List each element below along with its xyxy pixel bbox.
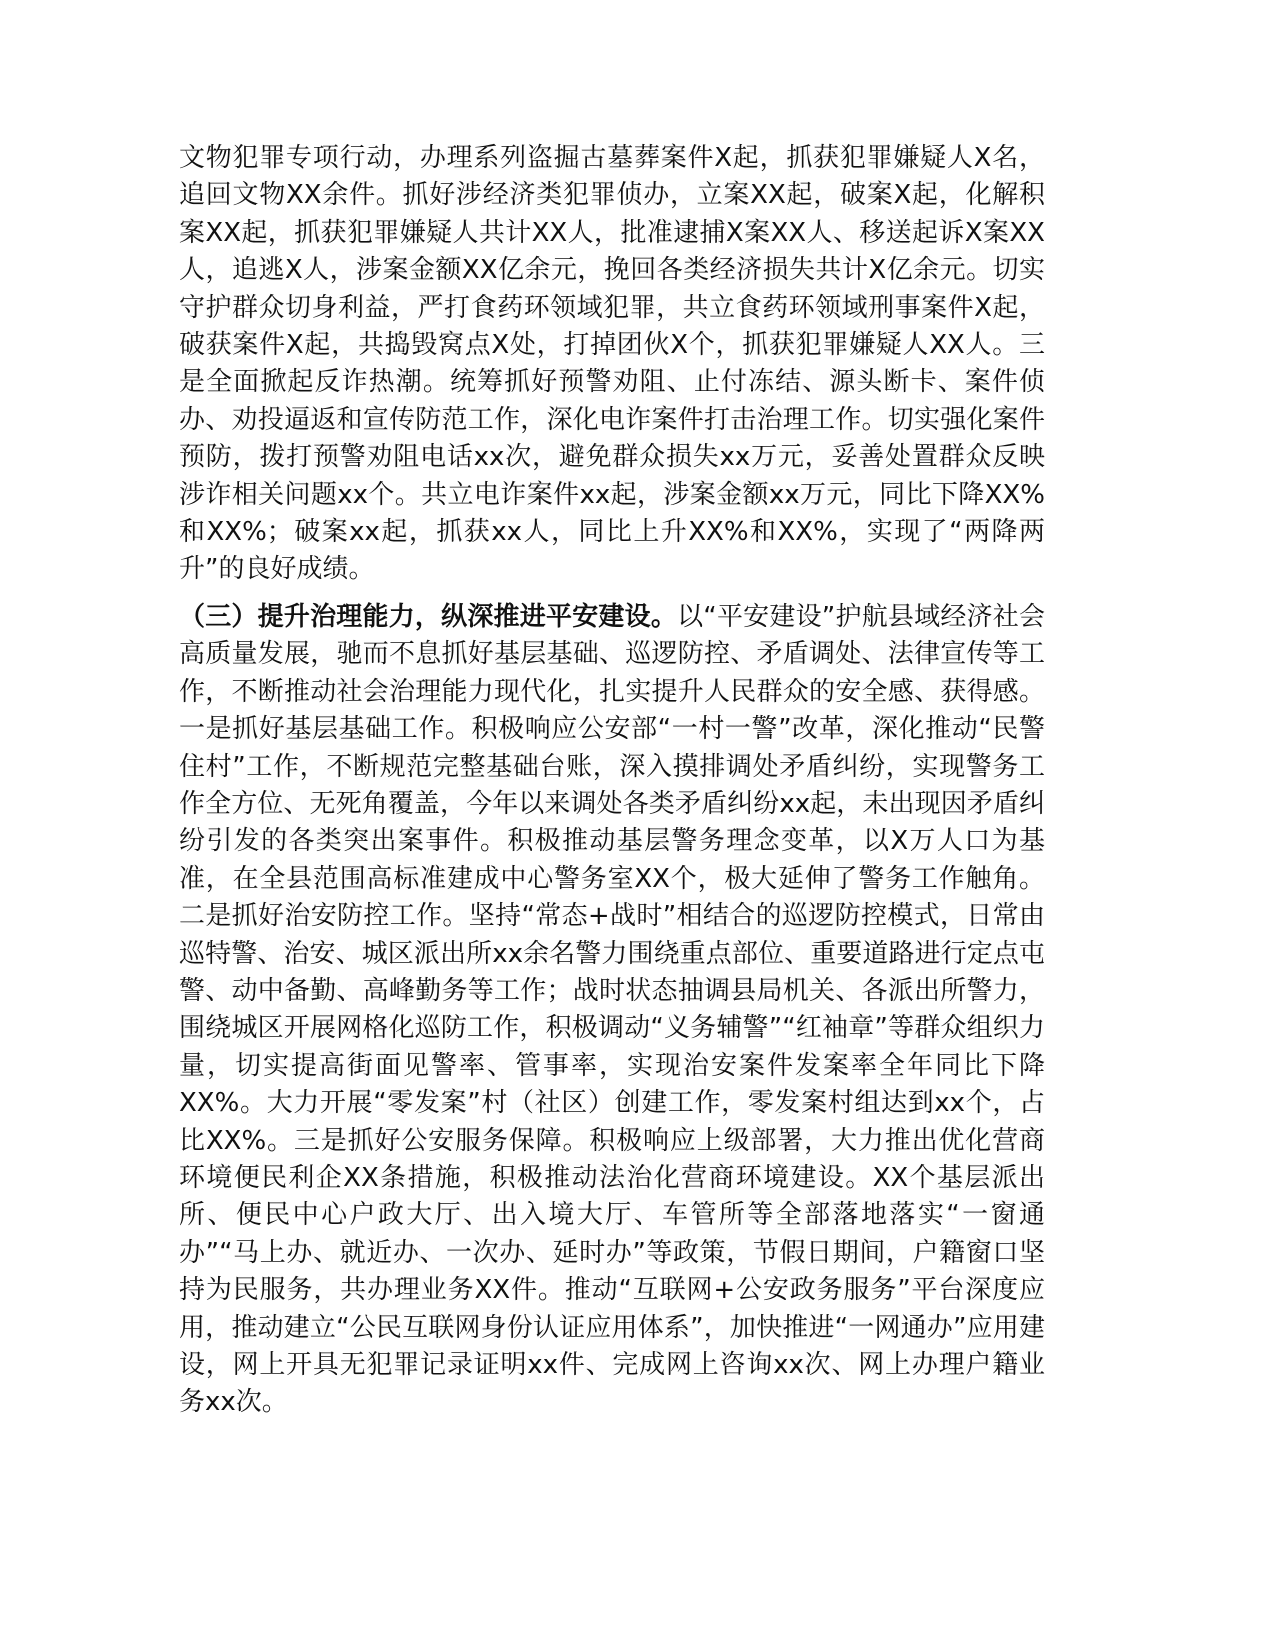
paragraph-1-text: 文物犯罪专项行动，办理系列盗掘古墓葬案件X起，抓获犯罪嫌疑人X名，追回文物XX余件。抓好涉经济类犯罪侦办，立案XX起，破案X起，化解积案XX起，抓获犯罪嫌疑人共计XX人，批准逮捕X案XX人、移送起诉X案XX人，追逃X人，涉案金额XX亿余元，挽回各类经济损失共计X亿余元。切实守护群众切身利益，严打食药环领域犯罪，共立食药环领域刑事案件X起，破获案件X起，共捣毁窝点X处，打掉团伙X个，抓获犯罪嫌疑人XX人。三是全面掀起反诈热潮。统筹抓好预警劝阻、止付冻结、源头断卡、案件侦办、劝投逼返和宣传防范工作，深化电诈案件打击治理工作。切实强化案件预防，拨打预警劝阻电话xx次，避免群众损失xx万元，妥善处置群众反映涉诈相关问题xx个。共立电诈案件xx起，涉案金额xx万元，同比下降XX%和XX%；破案xx起，抓获xx人，同比上升XX%和XX%，实现了“两降两升”的良好成绩。 — [179, 143, 1045, 585]
document-body — [179, 140, 1045, 1422]
section-heading: （三）提升治理能力，纵深推进平安建设。 — [179, 601, 678, 632]
paragraph-1 — [179, 140, 1045, 589]
paragraph-2-text: 以“平安建设”护航县域经济社会高质量发展，驰而不息抓好基层基础、巡逻防控、矛盾调处、法律宣传等工作，不断推动社会治理能力现代化，扎实提升人民群众的安全感、获得感。一是抓好基层基础工作。积极响应公安部“一村一警”改革，深化推动“民警住村”工作，不断规范完整基础台账，深入摸排调处矛盾纠纷，实现警务工作全方位、无死角覆盖，今年以来调处各类矛盾纠纷xx起，未出现因矛盾纠纷引发的各类突出案事件。积极推动基层警务理念变革，以X万人口为基准，在全县范围高标准建成中心警务室XX个，极大延伸了警务工作触角。二是抓好治安防控工作。坚持“常态+战时”相结合的巡逻防控模式，日常由巡特警、治安、城区派出所xx余名警力围绕重点部位、重要道路进行定点屯警、动中备勤、高峰勤务等工作；战时状态抽调县局机关、各派出所警力，围绕城区开展网格化巡防工作，积极调动“义务辅警”“红袖章”等群众组织力量，切实提高街面见警率、管事率，实现治安案件发案率全年同比下降XX%。大力开展“零发案”村（社区）创建工作，零发案村组达到xx个，占比XX%。三是抓好公安服务保障。积极响应上级部署，大力推出优化营商环境便民利企XX条措施，积极推动法治化营商环境建设。XX个基层派出所、便民中心户政大厅、出入境大厅、车管所等全部落地落实“一窗通办”“马上办、就近办、一次办、延时办”等政策，节假日期间，户籍窗口坚持为民服务，共办理业务XX件。推动“互联网+公安政务服务”平台深度应用，推动建立“公民互联网身份认证应用体系”，加快推进“一网通办”应用建设，网上开具无犯罪记录证明xx件、完成网上咨询xx次、网上办理户籍业务xx次。 — [179, 601, 1045, 1418]
paragraph-2 — [179, 599, 1045, 1422]
